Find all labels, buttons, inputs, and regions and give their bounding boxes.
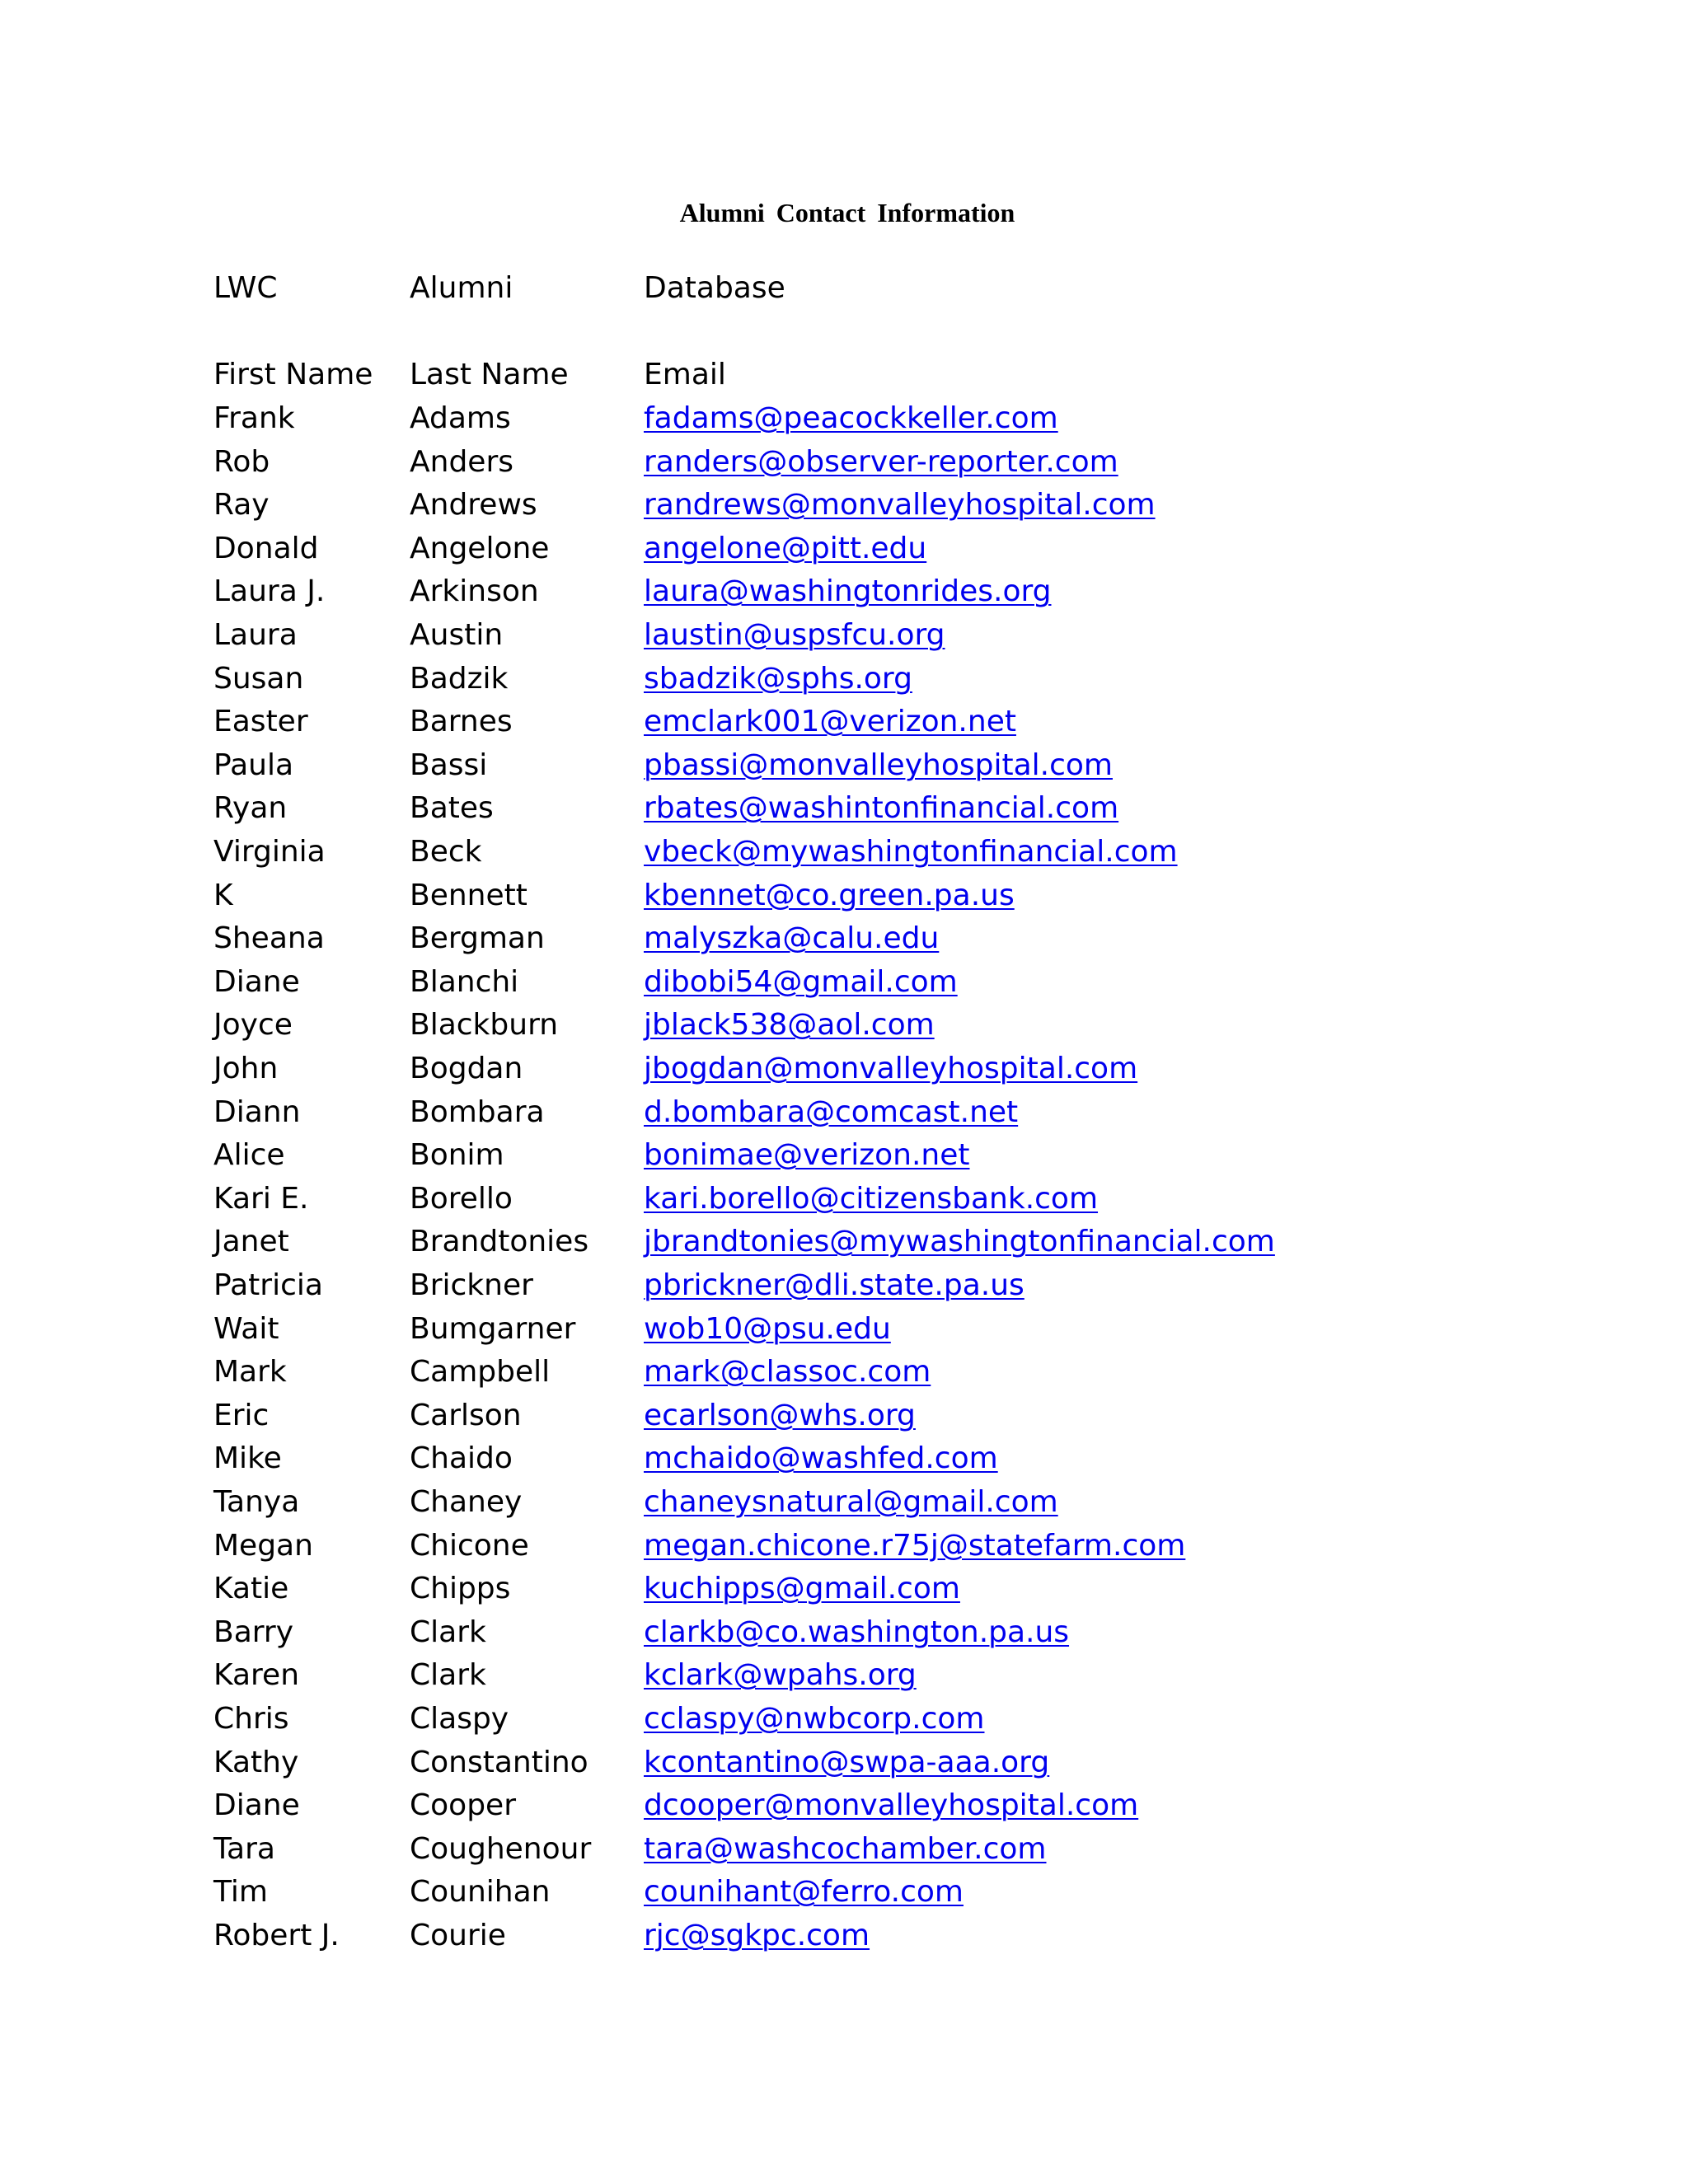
email-link[interactable]: laura@washingtonrides.org <box>644 574 1052 609</box>
email-link[interactable]: randrews@monvalleyhospital.com <box>644 488 1156 523</box>
table-row <box>0 1351 1688 1394</box>
table-row <box>0 1134 1688 1177</box>
email-link[interactable]: megan.chicone.r75j@statefarm.com <box>644 1528 1186 1563</box>
email-link[interactable]: kclark@wpahs.org <box>644 1658 917 1693</box>
email-link[interactable]: malyszka@calu.edu <box>644 921 940 956</box>
first-name-cell: Karen <box>213 1658 300 1693</box>
table-row <box>0 1394 1688 1437</box>
last-name-cell: Courie <box>410 1919 506 1952</box>
table-row <box>0 1308 1688 1351</box>
header-last-name: Last Name <box>410 358 569 391</box>
first-name-cell: Wait <box>213 1311 279 1346</box>
email-link[interactable]: d.bombara@comcast.net <box>644 1094 1019 1129</box>
first-name-cell: Katie <box>213 1572 289 1606</box>
email-link[interactable]: cclaspy@nwbcorp.com <box>644 1702 985 1736</box>
last-name-cell: Bonim <box>410 1138 504 1173</box>
first-name-cell: Chris <box>213 1702 289 1736</box>
email-link[interactable]: fadams@peacockkeller.com <box>644 401 1058 435</box>
table-row <box>0 1784 1688 1827</box>
first-name-cell: Barry <box>213 1615 294 1649</box>
last-name-cell: Cooper <box>410 1788 516 1823</box>
table-row <box>0 1741 1688 1784</box>
last-name-cell: Adams <box>410 401 511 435</box>
table-row <box>0 1091 1688 1134</box>
last-name-cell: Brickner <box>410 1268 533 1302</box>
table-row <box>0 1611 1688 1654</box>
email-link[interactable]: jbrandtonies@mywashingtonfinancial.com <box>644 1225 1275 1259</box>
last-name-cell: Badzik <box>410 661 509 696</box>
email-link[interactable]: jblack538@aol.com <box>644 1008 935 1043</box>
email-link[interactable]: bonimae@verizon.net <box>644 1138 970 1173</box>
first-name-cell: Diann <box>213 1094 301 1129</box>
table-row <box>0 1828 1688 1871</box>
first-name-cell: Easter <box>213 705 308 739</box>
email-link[interactable]: rbates@washintonfinancial.com <box>644 791 1119 826</box>
table-row <box>0 874 1688 917</box>
first-name-cell: Laura <box>213 618 298 652</box>
column-header-row <box>0 354 1688 396</box>
first-name-cell: Kathy <box>213 1745 299 1779</box>
first-name-cell: John <box>213 1052 279 1085</box>
email-link[interactable]: pbassi@monvalleyhospital.com <box>644 748 1113 782</box>
table-row <box>0 1568 1688 1610</box>
header-email: Email <box>644 358 726 391</box>
email-link[interactable]: kbennet@co.green.pa.us <box>644 878 1015 912</box>
last-name-cell: Borello <box>410 1181 513 1216</box>
first-name-cell: Eric <box>213 1398 270 1432</box>
last-name-cell: Chaney <box>410 1485 523 1519</box>
first-name-cell: Janet <box>213 1225 289 1259</box>
last-name-cell: Bogdan <box>410 1052 523 1085</box>
first-name-cell: Ryan <box>213 791 288 826</box>
email-link[interactable]: laustin@uspsfcu.org <box>644 618 945 652</box>
table-row <box>0 1047 1688 1090</box>
first-name-cell: Diane <box>213 1788 300 1823</box>
table-row <box>0 658 1688 701</box>
email-link[interactable]: randers@observer-reporter.com <box>644 444 1118 479</box>
last-name-cell: Austin <box>410 618 504 652</box>
last-name-cell: Bassi <box>410 748 488 782</box>
email-link[interactable]: tara@washcochamber.com <box>644 1831 1047 1866</box>
last-name-cell: Bombara <box>410 1094 545 1129</box>
last-name-cell: Constantino <box>410 1745 588 1779</box>
email-link[interactable]: clarkb@co.washington.pa.us <box>644 1615 1070 1649</box>
last-name-cell: Brandtonies <box>410 1225 589 1259</box>
email-link[interactable]: kuchipps@gmail.com <box>644 1572 960 1606</box>
last-name-cell: Chaido <box>410 1441 513 1476</box>
first-name-cell: Paula <box>213 748 294 782</box>
table-row <box>0 1437 1688 1480</box>
email-link[interactable]: kcontantino@swpa-aaa.org <box>644 1745 1050 1779</box>
table-row <box>0 787 1688 830</box>
table-row <box>0 1525 1688 1568</box>
table-row <box>0 614 1688 657</box>
table-row <box>0 1654 1688 1697</box>
banner-row <box>0 267 1688 310</box>
last-name-cell: Blackburn <box>410 1008 559 1043</box>
table-row <box>0 961 1688 1004</box>
page-title: Alumni Contact Information <box>679 198 1015 227</box>
first-name-cell: Sheana <box>213 921 325 956</box>
last-name-cell: Andrews <box>410 488 537 523</box>
table-row <box>0 1481 1688 1524</box>
table-row <box>0 744 1688 787</box>
email-link[interactable]: jbogdan@monvalleyhospital.com <box>644 1052 1138 1085</box>
last-name-cell: Bumgarner <box>410 1311 576 1346</box>
email-link[interactable]: emclark001@verizon.net <box>644 705 1016 739</box>
email-link[interactable]: dibobi54@gmail.com <box>644 964 958 999</box>
email-link[interactable]: ecarlson@whs.org <box>644 1398 916 1432</box>
banner-col2: Alumni <box>410 271 513 305</box>
last-name-cell: Carlson <box>410 1398 522 1432</box>
last-name-cell: Counihan <box>410 1875 551 1910</box>
email-link[interactable]: wob10@psu.edu <box>644 1311 891 1346</box>
table-row <box>0 527 1688 570</box>
table-row <box>0 484 1688 527</box>
header-first-name: First Name <box>213 358 373 391</box>
last-name-cell: Clark <box>410 1658 486 1693</box>
last-name-cell: Anders <box>410 444 513 479</box>
banner-col1: LWC <box>213 271 278 305</box>
first-name-cell: Mark <box>213 1355 287 1390</box>
table-row <box>0 1698 1688 1741</box>
first-name-cell: Megan <box>213 1528 313 1563</box>
email-link[interactable]: kari.borello@citizensbank.com <box>644 1181 1099 1216</box>
first-name-cell: Tim <box>213 1875 268 1910</box>
table-row <box>0 701 1688 743</box>
last-name-cell: Claspy <box>410 1702 509 1736</box>
table-row <box>0 1915 1688 1957</box>
last-name-cell: Clark <box>410 1615 486 1649</box>
table-row <box>0 831 1688 874</box>
first-name-cell: Frank <box>213 401 295 435</box>
email-link[interactable]: dcooper@monvalleyhospital.com <box>644 1788 1139 1823</box>
table-row <box>0 1178 1688 1221</box>
first-name-cell: Tanya <box>213 1485 300 1519</box>
first-name-cell: Alice <box>213 1138 285 1173</box>
email-link[interactable]: mark@classoc.com <box>644 1355 931 1390</box>
banner-col3: Database <box>644 271 785 305</box>
email-link[interactable]: angelone@pitt.edu <box>644 531 927 565</box>
first-name-cell: K <box>213 878 233 912</box>
first-name-cell: Joyce <box>213 1008 293 1043</box>
email-link[interactable]: rjc@sgkpc.com <box>644 1919 870 1952</box>
table-row <box>0 917 1688 960</box>
table-row <box>0 441 1688 484</box>
first-name-cell: Laura J. <box>213 574 326 609</box>
last-name-cell: Angelone <box>410 531 550 565</box>
last-name-cell: Bates <box>410 791 494 826</box>
first-name-cell: Rob <box>213 444 270 479</box>
last-name-cell: Arkinson <box>410 574 539 609</box>
email-link[interactable]: pbrickner@dli.state.pa.us <box>644 1268 1025 1302</box>
email-link[interactable]: counihant@ferro.com <box>644 1875 964 1910</box>
first-name-cell: Ray <box>213 488 270 523</box>
table-row <box>0 1004 1688 1047</box>
email-link[interactable]: sbadzik@sphs.org <box>644 661 912 696</box>
table-row <box>0 570 1688 613</box>
table-row <box>0 1264 1688 1307</box>
last-name-cell: Beck <box>410 835 482 869</box>
last-name-cell: Campbell <box>410 1355 551 1390</box>
last-name-cell: Chipps <box>410 1572 511 1606</box>
first-name-cell: Diane <box>213 964 300 999</box>
last-name-cell: Coughenour <box>410 1831 592 1866</box>
email-link[interactable]: mchaido@washfed.com <box>644 1441 998 1476</box>
table-row <box>0 1221 1688 1263</box>
first-name-cell: Donald <box>213 531 319 565</box>
first-name-cell: Tara <box>213 1831 275 1866</box>
first-name-cell: Patricia <box>213 1268 323 1302</box>
table-row <box>0 397 1688 440</box>
first-name-cell: Virginia <box>213 835 326 869</box>
last-name-cell: Blanchi <box>410 964 519 999</box>
first-name-cell: Susan <box>213 661 304 696</box>
last-name-cell: Chicone <box>410 1528 529 1563</box>
first-name-cell: Mike <box>213 1441 282 1476</box>
last-name-cell: Bennett <box>410 878 528 912</box>
last-name-cell: Barnes <box>410 705 513 739</box>
first-name-cell: Kari E. <box>213 1181 309 1216</box>
email-link[interactable]: chaneysnatural@gmail.com <box>644 1485 1058 1519</box>
first-name-cell: Robert J. <box>213 1919 340 1952</box>
table-row <box>0 1871 1688 1914</box>
last-name-cell: Bergman <box>410 921 545 956</box>
email-link[interactable]: vbeck@mywashingtonfinancial.com <box>644 835 1178 869</box>
